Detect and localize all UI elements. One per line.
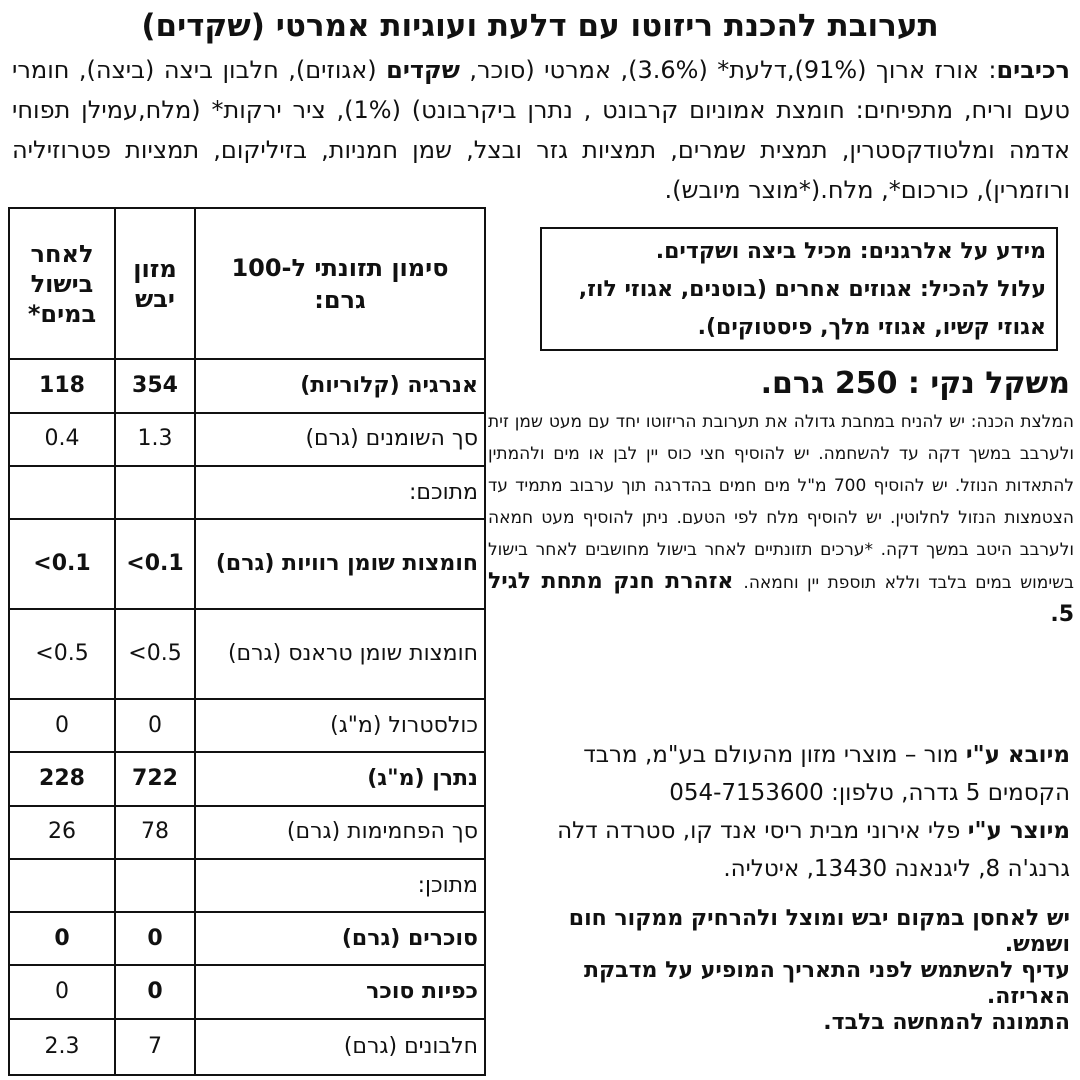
row-dry-value: 78 bbox=[115, 806, 195, 859]
nutrition-row-sugar-teaspoons bbox=[9, 965, 485, 1018]
row-cooked-value: 228 bbox=[9, 752, 115, 805]
row-dry-value bbox=[115, 466, 195, 519]
row-dry-value: 0 bbox=[115, 965, 195, 1018]
allergen-may-contain: עלול להכיל: אגוזים אחרים (בוטנים, אגוזי לוז, אגוזי קשיו, אגוזי מלך, פיסטוקים). bbox=[578, 277, 1046, 340]
row-cooked-value: 0 bbox=[9, 965, 115, 1018]
nutrition-header-label: סימון תזונתי ל-100 גרם: bbox=[195, 208, 485, 359]
importer-label: מיובא ע"י bbox=[965, 742, 1070, 768]
storage-line: יש לאחסן במקום יבש ומוצל ולהרחיק ממקור חום ושמש. bbox=[568, 906, 1070, 957]
row-label: מתוכן: bbox=[195, 859, 485, 912]
row-dry-value: 1.3 bbox=[115, 413, 195, 466]
row-label: סך הפחמימות (גרם) bbox=[195, 806, 485, 859]
ingredients-almonds: שקדים bbox=[386, 56, 460, 84]
nutrition-header-dry: מזון יבש bbox=[115, 208, 195, 359]
row-label: מתוכם: bbox=[195, 466, 485, 519]
row-dry-value: 0 bbox=[115, 912, 195, 965]
nutrition-row-total-fat bbox=[9, 413, 485, 466]
choking-warning: אזהרת חנק מתחת לגיל 5. bbox=[488, 569, 1074, 627]
row-cooked-value: 2.3 bbox=[9, 1019, 115, 1075]
best-before-line: עדיף להשתמש לפני התאריך המופיע על מדבקת האריזה. bbox=[583, 958, 1070, 1009]
ingredients-paragraph bbox=[12, 50, 1070, 210]
row-label: חומצות שומן טראנס (גרם) bbox=[195, 609, 485, 699]
nutrition-row-trans-fat bbox=[9, 609, 485, 699]
nutrition-header-cooked: לאחר בישול במים* bbox=[9, 208, 115, 359]
product-title: תערובת להכנת ריזוטו עם דלעת ועוגיות אמרטי (שקדים) bbox=[141, 8, 939, 44]
allergen-contains: מידע על אלרגנים: מכיל ביצה ושקדים. bbox=[655, 239, 1046, 264]
nutrition-row-saturated-fat bbox=[9, 519, 485, 609]
manufacturer-info bbox=[520, 812, 1070, 888]
net-weight: משקל נקי : 250 גרם. bbox=[760, 366, 1070, 401]
nutrition-row-of-which-fat bbox=[9, 466, 485, 519]
manufacturer-text: פלי אירוני מבית ריסי אנד קו, סטרדה דלה גרנג'ה 8, ליגנאנה 13430, איטליה. bbox=[557, 818, 1070, 882]
row-label: חלבונים (גרם) bbox=[195, 1019, 485, 1075]
row-dry-value: 7 bbox=[115, 1019, 195, 1075]
row-dry-value bbox=[115, 859, 195, 912]
row-label: כפיות סוכר bbox=[195, 965, 485, 1018]
nutrition-row-carbohydrates bbox=[9, 806, 485, 859]
storage-instructions bbox=[520, 906, 1070, 1036]
row-cooked-value: 118 bbox=[9, 359, 115, 412]
row-dry-value: 0 bbox=[115, 699, 195, 752]
ingredients-text-part1: : אורז ארוך (91%),דלעת* (3.6%), אמרטי (סוכר, bbox=[459, 56, 997, 84]
row-label: סך השומנים (גרם) bbox=[195, 413, 485, 466]
row-cooked-value: 26 bbox=[9, 806, 115, 859]
row-cooked-value: 0.1> bbox=[9, 519, 115, 609]
row-dry-value: 354 bbox=[115, 359, 195, 412]
row-label: אנרגיה (קלוריות) bbox=[195, 359, 485, 412]
row-cooked-value: 0 bbox=[9, 912, 115, 965]
nutrition-row-of-which-carbs bbox=[9, 859, 485, 912]
row-label: חומצות שומן רוויות (גרם) bbox=[195, 519, 485, 609]
nutrition-row-energy bbox=[9, 359, 485, 412]
allergen-box bbox=[540, 227, 1058, 351]
row-dry-value: 0.5> bbox=[115, 609, 195, 699]
row-label: כולסטרול (מ"ג) bbox=[195, 699, 485, 752]
nutrition-header-row bbox=[9, 208, 485, 359]
row-cooked-value: 0.5> bbox=[9, 609, 115, 699]
preparation-text: המלצת הכנה: יש להניח במחבת גדולה את תערובת הריזוטו יחד עם מעט שמן זית ולערבב במשך דקה עד להשחמה. יש להוסיף חצי כוס יין לבן או מים ולהמתין להתאדות הנוזל. יש להוסיף 700 מ"ל מים חמים בהדרגה תוך ערבוב מתמיד עד הצטמצות הנזול לחלוטין. יש להוסיף מלח לפי הטעם. ניתן להוסיף מעט חמאה ולערבב היטב במשך דקה. *ערכים תזונתיים לאחר בישול מחושבים לאחר בישול בשימוש במים בלבד וללא תוספת יין וחמאה. bbox=[488, 412, 1074, 593]
illustration-disclaimer: התמונה להמחשה בלבד. bbox=[823, 1010, 1070, 1035]
nutrition-row-sugars bbox=[9, 912, 485, 965]
row-cooked-value bbox=[9, 859, 115, 912]
importer-info bbox=[520, 736, 1070, 812]
ingredients-text-part2: (אגוזים), חלבון ביצה (ביצה), חומרי טעם וריח, מתפיחים: חומצת אמוניום קרבונט , נתרן ביקרבונט) (1%), ציר ירקות* (מלח,עמילן תפוחי אדמה ומלטודקסטרין, תמצית שמרים, תמציות גזר ובצל, שמן חמניות, בזיליקום, תמציות פטרוזיליה ורוזמרין), כורכום*, מלח.(*מוצר מיובש). bbox=[12, 56, 1070, 204]
preparation-instructions bbox=[488, 406, 1074, 632]
row-dry-value: 722 bbox=[115, 752, 195, 805]
importer-text: מור – מוצרי מזון מהעולם בע"מ, מרבד הקסמים 5 גדרה, טלפון: 054-7153600 bbox=[583, 742, 1070, 806]
row-label: סוכרים (גרם) bbox=[195, 912, 485, 965]
row-cooked-value bbox=[9, 466, 115, 519]
nutrition-row-sodium bbox=[9, 752, 485, 805]
nutrition-table bbox=[8, 207, 486, 1076]
row-label: נתרן (מ"ג) bbox=[195, 752, 485, 805]
row-cooked-value: 0.4 bbox=[9, 413, 115, 466]
row-cooked-value: 0 bbox=[9, 699, 115, 752]
nutrition-row-protein bbox=[9, 1019, 485, 1075]
manufacturer-label: מיוצר ע"י bbox=[967, 818, 1070, 844]
nutrition-row-cholesterol bbox=[9, 699, 485, 752]
row-dry-value: 0.1> bbox=[115, 519, 195, 609]
ingredients-label: רכיבים bbox=[996, 56, 1070, 84]
